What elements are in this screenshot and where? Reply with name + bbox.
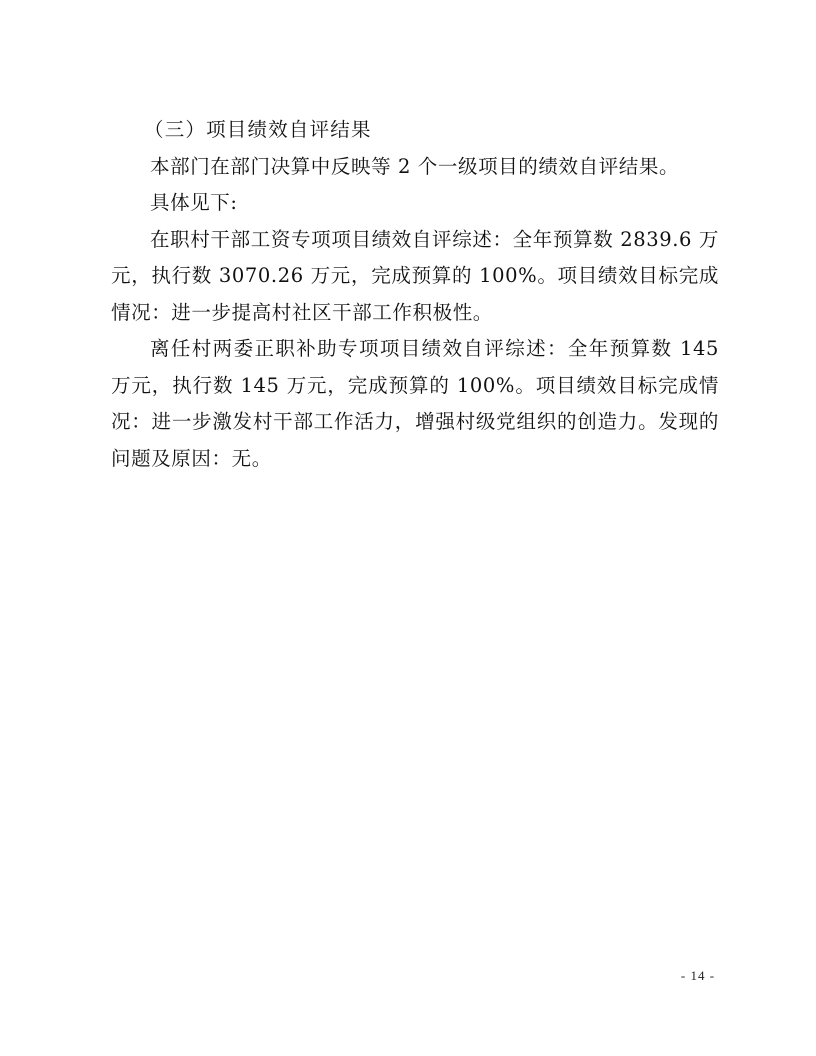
paragraph-project-salary: 在职村干部工资专项项目绩效自评综述：全年预算数 2839.6 万元，执行数 3070.26 万元，完成预算的 100%。项目绩效目标完成情况：进一步提高村社区干部工作积极性。 xyxy=(111,227,719,324)
paragraph-intro: 本部门在部门决算中反映等 2 个一级项目的绩效自评结果。 xyxy=(150,154,680,178)
document-body xyxy=(111,112,719,477)
paragraph-see-below: 具体见下: xyxy=(150,191,238,214)
page-number: - 14 - xyxy=(680,968,716,983)
paragraph-project-subsidy: 离任村两委正职补助专项项目绩效自评综述：全年预算数 145 万元，执行数 145 万元，完成预算的 100%。项目绩效目标完成情况：进一步激发村干部工作活力，增强村级党组织的创造力。发现的问题及原因：无。 xyxy=(111,337,719,470)
section-heading: （三）项目绩效自评结果 xyxy=(144,118,372,141)
